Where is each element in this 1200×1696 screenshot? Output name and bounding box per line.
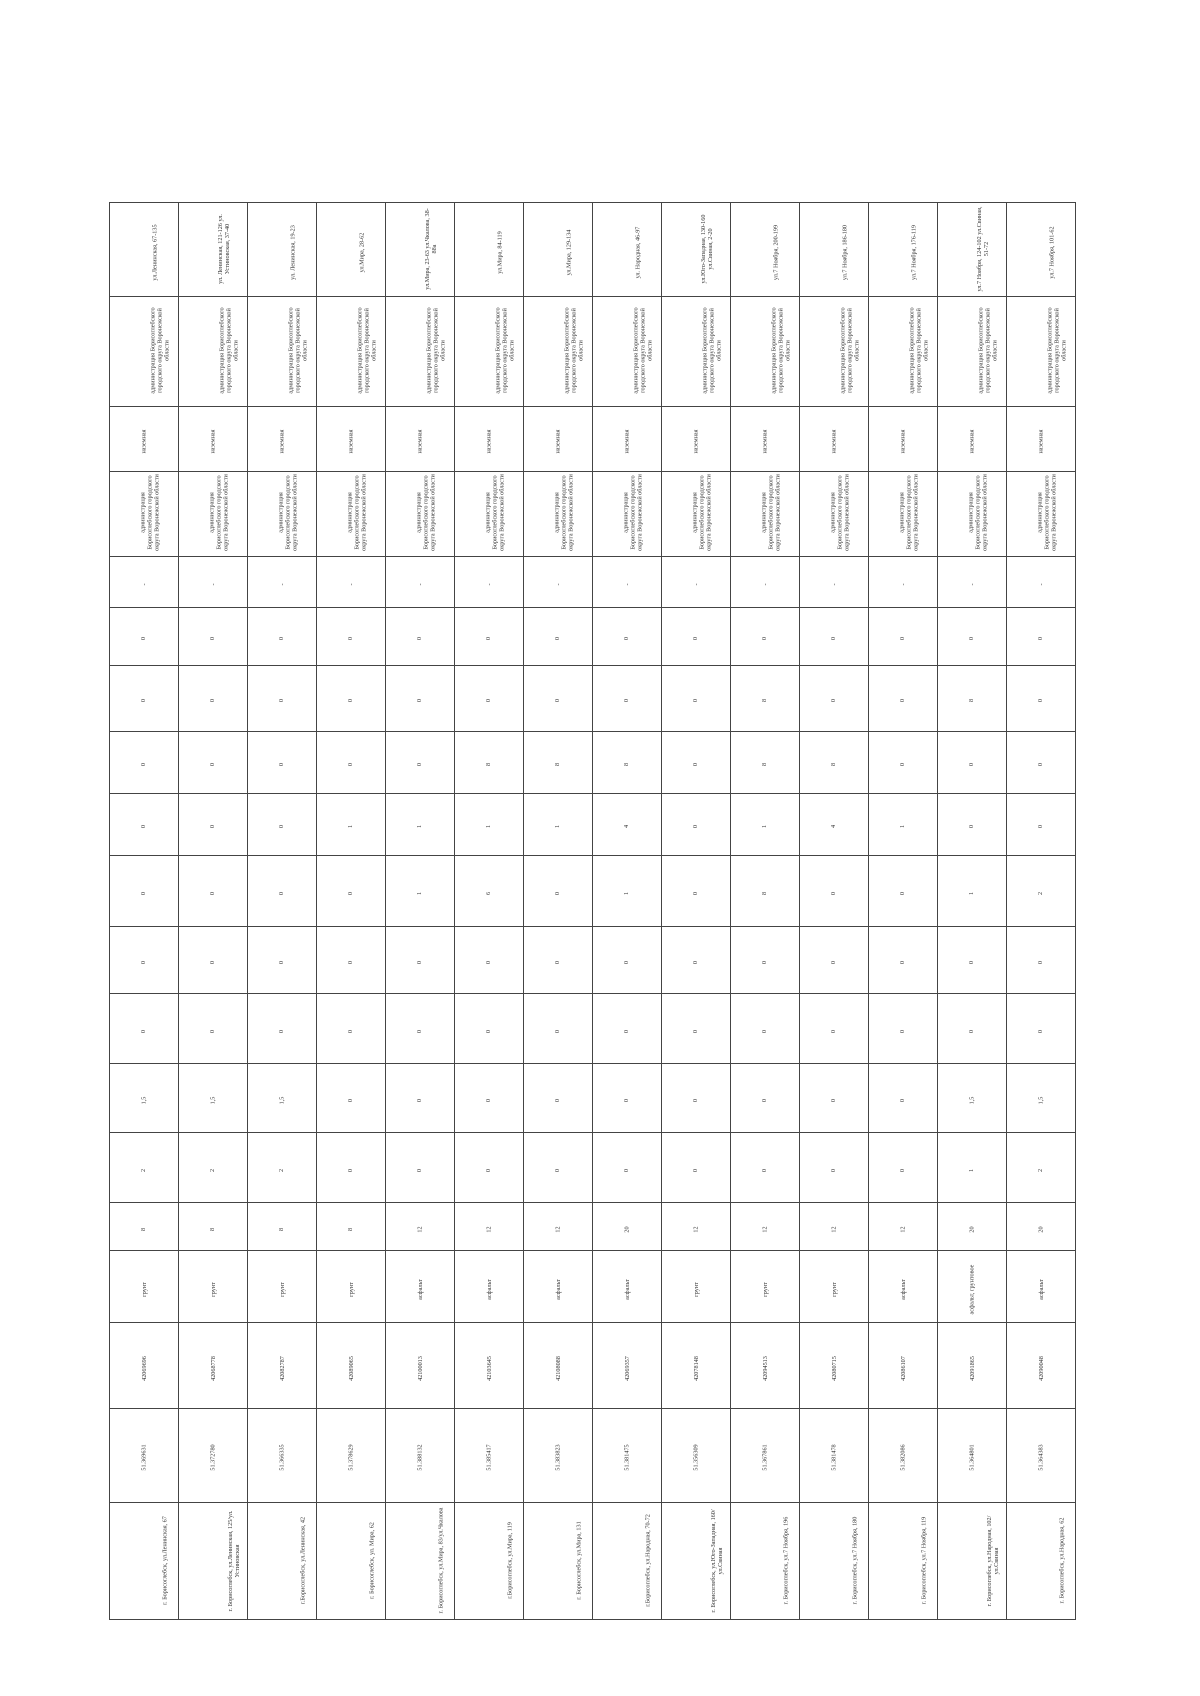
- cell-c5: 0: [455, 1064, 524, 1133]
- cell-served-addresses: ул.7 Ноября, 101-62: [1007, 203, 1076, 297]
- cell-address: г. Борисоглебск, ул. Мира, 62: [317, 1502, 386, 1619]
- cell-area: 12: [386, 1203, 455, 1251]
- col-6-band: [110, 994, 1076, 1064]
- cell-c12: 0: [938, 607, 1007, 665]
- cell-c8: 1: [386, 855, 455, 926]
- cell-owner: администрация Борисоглебского городского округа Воронежской области: [938, 297, 1007, 407]
- cell-c6: 0: [731, 994, 800, 1064]
- cell-owner: администрация Борисоглебского городского округа Воронежской области: [800, 297, 869, 407]
- cell-balance-holder: администрация Борисоглебского городского округа Воронежской области: [869, 472, 938, 557]
- cell-c5: 1,5: [179, 1064, 248, 1133]
- cell-area: 8: [317, 1203, 386, 1251]
- cell-c5: 1,5: [938, 1064, 1007, 1133]
- cell-surface: асфальт: [593, 1251, 662, 1323]
- cell-longitude: 42080715: [800, 1323, 869, 1408]
- cell-c9: 1: [731, 793, 800, 855]
- cell-type: наземная: [869, 407, 938, 472]
- cell-c5: 0: [593, 1064, 662, 1133]
- cell-dash: -: [386, 557, 455, 608]
- cell-type: наземная: [110, 407, 179, 472]
- cell-c8: 0: [248, 855, 317, 926]
- cell-c9: 0: [110, 793, 179, 855]
- cell-c11: 0: [524, 665, 593, 731]
- cell-dash: -: [455, 557, 524, 608]
- cell-address: г. Борисоглебск, ул.Ленинская, 67: [110, 1502, 179, 1619]
- records-table-right: [109, 202, 1076, 608]
- cell-owner: администрация Борисоглебского городского округа Воронежской области: [1007, 297, 1076, 407]
- cell-c7: 0: [248, 926, 317, 993]
- cell-c4: 0: [800, 1133, 869, 1203]
- cell-c4: 2: [110, 1133, 179, 1203]
- cell-type: наземная: [179, 407, 248, 472]
- cell-c4: 0: [455, 1133, 524, 1203]
- cell-c9: 1: [524, 793, 593, 855]
- cell-dash: -: [179, 557, 248, 608]
- cell-address: г. Борисоглебск, ул.Мира, 83/ул.Чкалова: [386, 1502, 455, 1619]
- cell-c10: 0: [938, 731, 1007, 793]
- cell-c7: 0: [731, 926, 800, 993]
- cell-type: наземная: [731, 407, 800, 472]
- cell-c4: 0: [386, 1133, 455, 1203]
- col-balance-holder-band: [110, 472, 1076, 557]
- cell-c9: 4: [800, 793, 869, 855]
- cell-address: г.Борисоглебск, ул.Народная, 70-72: [593, 1502, 662, 1619]
- cell-c5: 0: [662, 1064, 731, 1133]
- cell-dash: -: [110, 557, 179, 608]
- cell-c9: 1: [869, 793, 938, 855]
- cell-type: наземная: [455, 407, 524, 472]
- cell-c10: 0: [386, 731, 455, 793]
- cell-c6: 0: [179, 994, 248, 1064]
- cell-c4: 0: [524, 1133, 593, 1203]
- cell-c4: 0: [317, 1133, 386, 1203]
- cell-longitude: 42089065: [317, 1323, 386, 1408]
- cell-address: г. Борисоглебск, ул.7 Ноября, 196: [731, 1502, 800, 1619]
- cell-served-addresses: ул.Мира, 23-63 ул.Чкалова, 38-88а: [386, 203, 455, 297]
- cell-c6: 0: [662, 994, 731, 1064]
- cell-c6: 0: [317, 994, 386, 1064]
- cell-longitude: 42078148: [662, 1323, 731, 1408]
- cell-area: 12: [869, 1203, 938, 1251]
- cell-area: 20: [938, 1203, 1007, 1251]
- cell-surface: асфальт: [386, 1251, 455, 1323]
- col-5-band: [110, 1064, 1076, 1133]
- cell-area: 8: [110, 1203, 179, 1251]
- cell-area: 8: [248, 1203, 317, 1251]
- cell-latitude: 51.364801: [938, 1408, 1007, 1502]
- cell-area: 12: [800, 1203, 869, 1251]
- cell-c8: 0: [110, 855, 179, 926]
- cell-c5: 1,5: [248, 1064, 317, 1133]
- cell-c12: 0: [455, 607, 524, 665]
- col-owner-band: [110, 297, 1076, 407]
- cell-c8: 0: [662, 855, 731, 926]
- cell-longitude: 42069696: [110, 1323, 179, 1408]
- cell-c4: 0: [869, 1133, 938, 1203]
- cell-c7: 0: [938, 926, 1007, 993]
- cell-c10: 0: [662, 731, 731, 793]
- cell-c12: 0: [731, 607, 800, 665]
- cell-c8: 6: [455, 855, 524, 926]
- cell-c10: 0: [110, 731, 179, 793]
- cell-longitude: 42103645: [455, 1323, 524, 1408]
- cell-c12: 0: [869, 607, 938, 665]
- cell-c11: 0: [662, 665, 731, 731]
- cell-c11: 0: [869, 665, 938, 731]
- cell-type: наземная: [248, 407, 317, 472]
- cell-c8: 1: [938, 855, 1007, 926]
- cell-c10: 8: [524, 731, 593, 793]
- cell-type: наземная: [524, 407, 593, 472]
- col-7-band: [110, 926, 1076, 993]
- cell-longitude: 42086107: [869, 1323, 938, 1408]
- cell-served-addresses: ул.7 Ноября, 186-180: [800, 203, 869, 297]
- cell-dash: -: [731, 557, 800, 608]
- cell-c7: 0: [1007, 926, 1076, 993]
- cell-c7: 0: [593, 926, 662, 993]
- cell-type: наземная: [662, 407, 731, 472]
- cell-c8: 0: [524, 855, 593, 926]
- cell-c7: 0: [317, 926, 386, 993]
- cell-address: г.Борисоглебск, ул.Ленинская, 42: [248, 1502, 317, 1619]
- cell-c6: 0: [869, 994, 938, 1064]
- cell-dash: -: [524, 557, 593, 608]
- cell-c10: 0: [1007, 731, 1076, 793]
- cell-c10: 0: [317, 731, 386, 793]
- cell-latitude: 51.372780: [179, 1408, 248, 1502]
- cell-c5: 0: [869, 1064, 938, 1133]
- cell-c12: 0: [1007, 607, 1076, 665]
- cell-latitude: 51.364383: [1007, 1408, 1076, 1502]
- cell-dash: -: [869, 557, 938, 608]
- cell-latitude: 51.382086: [869, 1408, 938, 1502]
- cell-c9: 1: [455, 793, 524, 855]
- cell-balance-holder: администрация Борисоглебского городского округа Воронежской области: [317, 472, 386, 557]
- cell-surface: грунт: [248, 1251, 317, 1323]
- cell-c10: 0: [248, 731, 317, 793]
- cell-latitude: 51.381478: [800, 1408, 869, 1502]
- cell-surface: асфальт: [1007, 1251, 1076, 1323]
- col-4-band: [110, 1133, 1076, 1203]
- cell-owner: администрация Борисоглебского городского округа Воронежской области: [179, 297, 248, 407]
- cell-c10: 8: [731, 731, 800, 793]
- cell-c12: 0: [179, 607, 248, 665]
- cell-c9: 4: [593, 793, 662, 855]
- cell-address: г.Борисоглебск, ул.Мира, 119: [455, 1502, 524, 1619]
- cell-c7: 0: [455, 926, 524, 993]
- cell-c4: 1: [938, 1133, 1007, 1203]
- cell-c7: 0: [179, 926, 248, 993]
- cell-c5: 1,5: [1007, 1064, 1076, 1133]
- cell-longitude: 42069357: [593, 1323, 662, 1408]
- cell-c6: 0: [248, 994, 317, 1064]
- cell-balance-holder: администрация Борисоглебского городского округа Воронежской области: [593, 472, 662, 557]
- cell-c9: 0: [662, 793, 731, 855]
- cell-owner: администрация Борисоглебского городского округа Воронежской области: [731, 297, 800, 407]
- col-latitude-band: [110, 1408, 1076, 1502]
- cell-c12: 0: [317, 607, 386, 665]
- col-11-band: [110, 665, 1076, 731]
- cell-balance-holder: администрация Борисоглебского городского округа Воронежской области: [386, 472, 455, 557]
- cell-c8: 2: [1007, 855, 1076, 926]
- cell-served-addresses: ул.7 Ноября, 124-102 ул.Свиная, 51-72: [938, 203, 1007, 297]
- col-10-band: [110, 731, 1076, 793]
- cell-c4: 0: [593, 1133, 662, 1203]
- cell-surface: грунт: [800, 1251, 869, 1323]
- cell-served-addresses: ул.Юго-Западная, 130-160 ул.Свиная, 2-20: [662, 203, 731, 297]
- cell-c9: 0: [179, 793, 248, 855]
- cell-surface: грунт: [110, 1251, 179, 1323]
- cell-dash: -: [800, 557, 869, 608]
- cell-c7: 0: [662, 926, 731, 993]
- cell-balance-holder: администрация Борисоглебского городского округа Воронежской области: [662, 472, 731, 557]
- cell-dash: -: [593, 557, 662, 608]
- cell-c11: 0: [800, 665, 869, 731]
- cell-c4: 0: [662, 1133, 731, 1203]
- cell-c12: 0: [386, 607, 455, 665]
- cell-surface: грунт: [662, 1251, 731, 1323]
- cell-c5: 1,5: [110, 1064, 179, 1133]
- cell-c5: 0: [800, 1064, 869, 1133]
- cell-c6: 0: [1007, 994, 1076, 1064]
- cell-c7: 0: [386, 926, 455, 993]
- cell-served-addresses: ул.Ленинская, 67-135: [110, 203, 179, 297]
- cell-served-addresses: ул.Мира, 28-62: [317, 203, 386, 297]
- cell-surface: асфальт: [524, 1251, 593, 1323]
- cell-c11: 0: [179, 665, 248, 731]
- cell-owner: администрация Борисоглебского городского округа Воронежской области: [386, 297, 455, 407]
- cell-c6: 0: [593, 994, 662, 1064]
- cell-latitude: 51.356309: [662, 1408, 731, 1502]
- cell-c4: 0: [731, 1133, 800, 1203]
- col-served-addresses-band: [110, 203, 1076, 297]
- cell-address: г. Борисоглебск, ул.Ленинская, 125/ул. Устиновская: [179, 1502, 248, 1619]
- cell-c7: 0: [869, 926, 938, 993]
- cell-address: г. Борисоглебск, ул.Юго-Западная, 160/ул.Свиная: [662, 1502, 731, 1619]
- cell-latitude: 51.388132: [386, 1408, 455, 1502]
- col-longitude-band: [110, 1323, 1076, 1408]
- cell-balance-holder: администрация Борисоглебского городского округа Воронежской области: [800, 472, 869, 557]
- cell-owner: администрация Борисоглебского городского округа Воронежской области: [593, 297, 662, 407]
- cell-c11: 0: [110, 665, 179, 731]
- cell-surface: грунт: [179, 1251, 248, 1323]
- cell-c11: 0: [455, 665, 524, 731]
- cell-dash: -: [317, 557, 386, 608]
- cell-c12: 0: [800, 607, 869, 665]
- cell-surface: асфальт, грунтовое: [938, 1251, 1007, 1323]
- cell-owner: администрация Борисоглебского городского округа Воронежской области: [869, 297, 938, 407]
- cell-c11: 8: [731, 665, 800, 731]
- cell-area: 12: [731, 1203, 800, 1251]
- col-address-band: [110, 1502, 1076, 1619]
- col-type-band: [110, 407, 1076, 472]
- cell-latitude: 51.385417: [455, 1408, 524, 1502]
- cell-c9: 1: [386, 793, 455, 855]
- cell-dash: -: [938, 557, 1007, 608]
- cell-owner: администрация Борисоглебского городского округа Воронежской области: [317, 297, 386, 407]
- cell-c10: 8: [593, 731, 662, 793]
- cell-longitude: 42094513: [731, 1323, 800, 1408]
- cell-latitude: 51.366335: [248, 1408, 317, 1502]
- cell-c10: 8: [455, 731, 524, 793]
- cell-balance-holder: администрация Борисоглебского городского округа Воронежской области: [248, 472, 317, 557]
- cell-c8: 0: [179, 855, 248, 926]
- cell-c6: 0: [938, 994, 1007, 1064]
- cell-c4: 2: [179, 1133, 248, 1203]
- cell-surface: асфальт: [869, 1251, 938, 1323]
- cell-longitude: 42090048: [1007, 1323, 1076, 1408]
- cell-c8: 0: [800, 855, 869, 926]
- cell-dash: -: [1007, 557, 1076, 608]
- cell-served-addresses: ул. Ленинская, 121-126 ул. Устиновская, 37-40: [179, 203, 248, 297]
- cell-c11: 0: [317, 665, 386, 731]
- cell-latitude: 51.369631: [110, 1408, 179, 1502]
- cell-dash: -: [248, 557, 317, 608]
- cell-balance-holder: администрация Борисоглебского городского округа Воронежской области: [110, 472, 179, 557]
- cell-latitude: 51.381475: [593, 1408, 662, 1502]
- cell-owner: администрация Борисоглебского городского округа Воронежской области: [662, 297, 731, 407]
- cell-balance-holder: администрация Борисоглебского городского округа Воронежской области: [731, 472, 800, 557]
- cell-address: г. Борисоглебск, ул.7 Ноября, 119: [869, 1502, 938, 1619]
- cell-area: 8: [179, 1203, 248, 1251]
- cell-c9: 0: [1007, 793, 1076, 855]
- cell-c4: 2: [248, 1133, 317, 1203]
- cell-c11: 8: [938, 665, 1007, 731]
- cell-address: г. Борисоглебск, ул.Мира, 131: [524, 1502, 593, 1619]
- cell-c8: 1: [593, 855, 662, 926]
- cell-type: наземная: [938, 407, 1007, 472]
- cell-owner: администрация Борисоглебского городского округа Воронежской области: [110, 297, 179, 407]
- cell-served-addresses: ул.7 Ноября, 200-199: [731, 203, 800, 297]
- col-dash-band: [110, 557, 1076, 608]
- cell-balance-holder: администрация Борисоглебского городского округа Воронежской области: [455, 472, 524, 557]
- cell-c12: 0: [110, 607, 179, 665]
- cell-c10: 8: [800, 731, 869, 793]
- cell-latitude: 51.383823: [524, 1408, 593, 1502]
- cell-owner: администрация Борисоглебского городского округа Воронежской области: [524, 297, 593, 407]
- cell-address: г. Борисоглебск, ул.Народная, 102/ул.Свиная: [938, 1502, 1007, 1619]
- cell-c11: 0: [1007, 665, 1076, 731]
- cell-served-addresses: ул.Мира, 129-134: [524, 203, 593, 297]
- cell-c7: 0: [800, 926, 869, 993]
- cell-c8: 0: [317, 855, 386, 926]
- cell-balance-holder: администрация Борисоглебского городского округа Воронежской области: [1007, 472, 1076, 557]
- cell-c5: 0: [317, 1064, 386, 1133]
- cell-longitude: 42100013: [386, 1323, 455, 1408]
- cell-c11: 0: [593, 665, 662, 731]
- cell-c9: 1: [317, 793, 386, 855]
- cell-address: г. Борисоглебск, ул.7 Ноября, 180: [800, 1502, 869, 1619]
- cell-owner: администрация Борисоглебского городского округа Воронежской области: [248, 297, 317, 407]
- cell-c11: 0: [248, 665, 317, 731]
- cell-c7: 0: [110, 926, 179, 993]
- cell-area: 12: [662, 1203, 731, 1251]
- col-8-band: [110, 855, 1076, 926]
- cell-longitude: 42082787: [248, 1323, 317, 1408]
- cell-c6: 0: [800, 994, 869, 1064]
- cell-type: наземная: [593, 407, 662, 472]
- cell-c9: 0: [938, 793, 1007, 855]
- cell-balance-holder: администрация Борисоглебского городского округа Воронежской области: [179, 472, 248, 557]
- col-area-band: [110, 1203, 1076, 1251]
- cell-type: наземная: [1007, 407, 1076, 472]
- cell-balance-holder: администрация Борисоглебского городского округа Воронежской области: [938, 472, 1007, 557]
- cell-type: наземная: [386, 407, 455, 472]
- cell-c6: 0: [386, 994, 455, 1064]
- cell-c12: 0: [662, 607, 731, 665]
- cell-c6: 0: [455, 994, 524, 1064]
- cell-c9: 0: [248, 793, 317, 855]
- cell-c5: 0: [731, 1064, 800, 1133]
- cell-c10: 0: [179, 731, 248, 793]
- cell-served-addresses: ул. Народная, 46-97: [593, 203, 662, 297]
- cell-served-addresses: ул.7 Ноября, 176-119: [869, 203, 938, 297]
- cell-longitude: 42108088: [524, 1323, 593, 1408]
- cell-address: г. Борисоглебск, ул.Народная, 62: [1007, 1502, 1076, 1619]
- cell-surface: асфальт: [455, 1251, 524, 1323]
- cell-c12: 0: [593, 607, 662, 665]
- cell-balance-holder: администрация Борисоглебского городского округа Воронежской области: [524, 472, 593, 557]
- cell-surface: грунт: [731, 1251, 800, 1323]
- cell-c12: 0: [248, 607, 317, 665]
- cell-c12: 0: [524, 607, 593, 665]
- col-9-band: [110, 793, 1076, 855]
- cell-served-addresses: ул.Мира, 84-119: [455, 203, 524, 297]
- cell-served-addresses: ул. Ленинская, 19-23: [248, 203, 317, 297]
- cell-dash: -: [662, 557, 731, 608]
- cell-c6: 0: [524, 994, 593, 1064]
- col-surface-band: [110, 1251, 1076, 1323]
- cell-longitude: 42091865: [938, 1323, 1007, 1408]
- records-table-left: [109, 607, 1076, 1620]
- cell-latitude: 51.367861: [731, 1408, 800, 1502]
- cell-type: наземная: [800, 407, 869, 472]
- cell-c10: 0: [869, 731, 938, 793]
- cell-c4: 2: [1007, 1133, 1076, 1203]
- cell-area: 12: [524, 1203, 593, 1251]
- cell-latitude: 51.378629: [317, 1408, 386, 1502]
- cell-c5: 0: [524, 1064, 593, 1133]
- cell-area: 20: [1007, 1203, 1076, 1251]
- col-12-band: [110, 607, 1076, 665]
- cell-area: 12: [455, 1203, 524, 1251]
- cell-owner: администрация Борисоглебского городского округа Воронежской области: [455, 297, 524, 407]
- cell-c7: 0: [524, 926, 593, 993]
- cell-area: 20: [593, 1203, 662, 1251]
- cell-longitude: 42068778: [179, 1323, 248, 1408]
- cell-c8: 8: [731, 855, 800, 926]
- cell-c11: 0: [386, 665, 455, 731]
- cell-c6: 0: [110, 994, 179, 1064]
- cell-type: наземная: [317, 407, 386, 472]
- cell-c5: 0: [386, 1064, 455, 1133]
- cell-c8: 0: [869, 855, 938, 926]
- cell-surface: грунт: [317, 1251, 386, 1323]
